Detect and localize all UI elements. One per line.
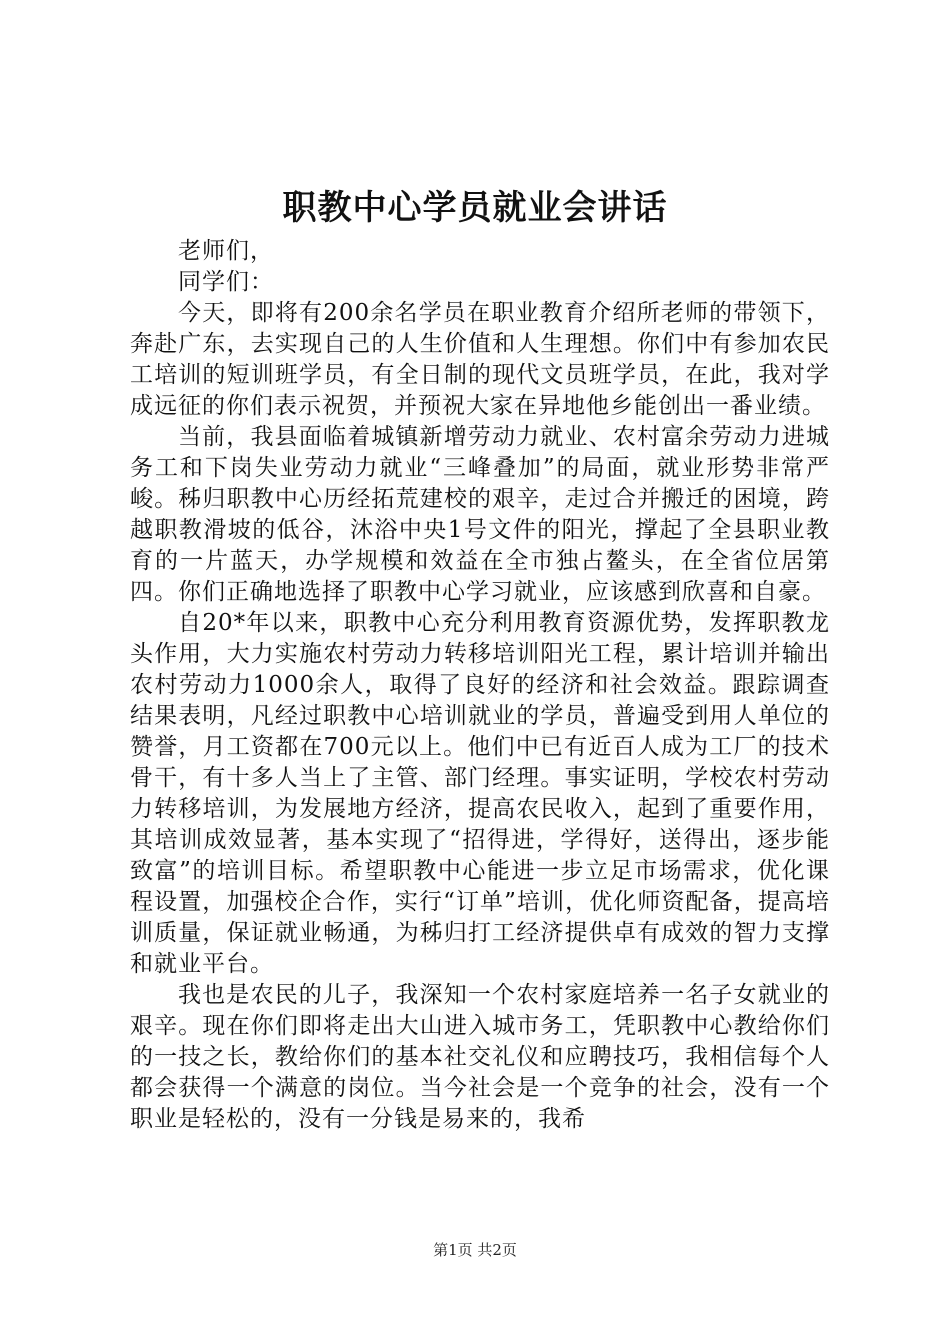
document-body [130, 236, 830, 1135]
body-paragraph: 我也是农民的儿子，我深知一个农村家庭培养一名子女就业的艰辛。现在你们即将走出大山进入城市务工，凭职教中心教给你们的一技之长，教给你们的基本社交礼仪和应聘技巧，我相信每个人都会获得一个满意的岗位。当今社会是一个竞争的社会，没有一个职业是轻松的，没有一分钱是易来的，我希 [130, 982, 830, 1132]
document-title: 职教中心学员就业会讲话 [282, 188, 668, 228]
body-paragraph: 当前，我县面临着城镇新增劳动力就业、农村富余劳动力进城务工和下岗失业劳动力就业“三峰叠加”的局面，就业形势非常严峻。秭归职教中心历经拓荒建校的艰辛，走过合并搬迁的困境，跨越职教滑坡的低谷，沐浴中央1号文件的阳光，撑起了全县职业教育的一片蓝天，办学规模和效益在全市独占鳌头，在全省位居第四。你们正确地选择了职教中心学习就业，应该感到欣喜和自豪。 [130, 424, 830, 605]
page-number-footer: 第1页 共2页 [433, 1241, 517, 1259]
body-paragraph: 自20*年以来，职教中心充分利用教育资源优势，发挥职教龙头作用，大力实施农村劳动力转移培训阳光工程，累计培训并输出农村劳动力1000余人，取得了良好的经济和社会效益。跟踪调查结果表明，凡经过职教中心培训就业的学员，普遍受到用人单位的赞誉，月工资都在700元以上。他们中已有近百人成为工厂的技术骨干，有十多人当上了主管、部门经理。事实证明，学校农村劳动力转移培训，为发展地方经济，提高农民收入，起到了重要作用，其培训成效显著，基本实现了“招得进，学得好，送得出，逐步能致富”的培训目标。希望职教中心能进一步立足市场需求，优化课程设置，加强校企合作，实行“订单”培训，优化师资配备，提高培训质量，保证就业畅通，为秭归打工经济提供卓有成效的智力支撑和就业平台。 [130, 610, 830, 977]
body-paragraph: 今天，即将有200余名学员在职业教育介绍所老师的带领下，奔赴广东，去实现自己的人生价值和人生理想。你们中有参加农民工培训的短训班学员，有全日制的现代文员班学员，在此，我对学成远征的你们表示祝贺，并预祝大家在异地他乡能创出一番业绩。 [130, 300, 830, 419]
greeting-students: 同学们： [178, 269, 274, 295]
greeting-teachers: 老师们， [178, 238, 274, 264]
